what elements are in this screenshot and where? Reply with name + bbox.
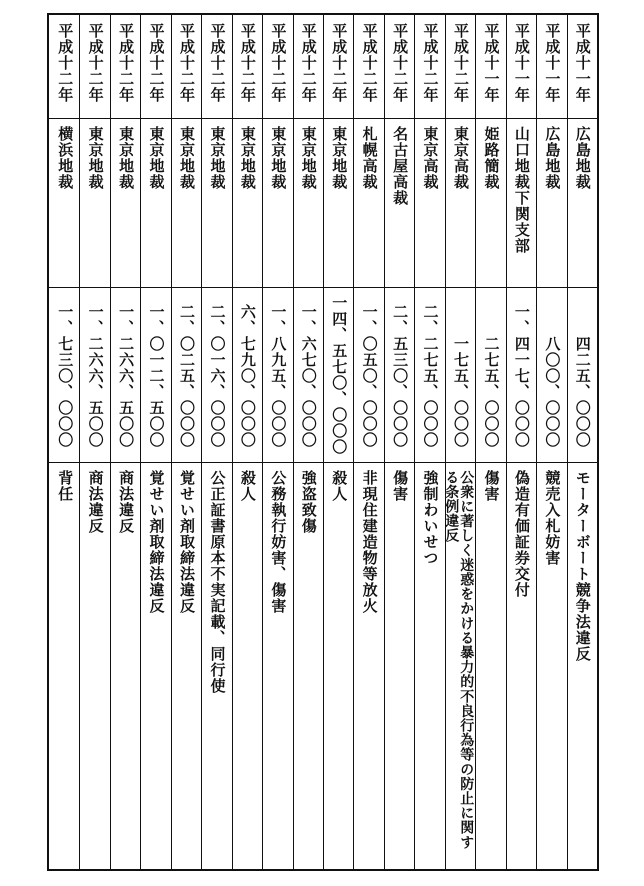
table-cell-offense (414, 462, 444, 869)
table-cell-amount (262, 287, 292, 462)
table-cell-amount (475, 287, 505, 462)
cell-text: 傷害 (391, 470, 410, 502)
cell-text: 一、二六六、五〇〇 (117, 304, 136, 448)
cell-text: 二七五、〇〇〇 (482, 336, 501, 448)
cell-text: 平成十二年 (421, 23, 440, 103)
cell-text: 覚せい剤取締法違反 (177, 470, 196, 614)
cell-text: 平成十二年 (56, 23, 75, 103)
cell-text: 背任 (56, 470, 75, 502)
table-cell-amount (536, 287, 566, 462)
table-cell-offense (262, 462, 292, 869)
cell-text: 広島地裁 (573, 126, 592, 190)
cell-text: 公務執行妨害、傷害 (269, 470, 288, 614)
cell-text: 一、〇五〇、〇〇〇 (360, 304, 379, 448)
cell-text: 傷害 (482, 470, 501, 502)
cell-text: 一、二六六、五〇〇 (86, 304, 105, 448)
cell-text: 横浜地裁 (56, 126, 75, 190)
table-cell-era-year (293, 15, 323, 118)
table-cell-era-year (445, 15, 475, 118)
cell-text: 姫路簡裁 (482, 126, 501, 190)
table-cell-court (384, 118, 414, 287)
cell-text: 山口地裁下関支部 (512, 126, 531, 254)
cell-text: 平成十二年 (269, 23, 288, 103)
cell-text: 東京地裁 (86, 126, 105, 190)
table-cell-offense (384, 462, 414, 869)
cell-text: 商法違反 (86, 470, 105, 534)
table-cell-era-year (536, 15, 566, 118)
cell-text: モーターボート競争法違反 (573, 470, 592, 662)
table-cell-offense (140, 462, 170, 869)
cell-text: 覚せい剤取締法違反 (147, 470, 166, 614)
table-cell-court (567, 118, 597, 287)
table-cell-era-year (49, 15, 79, 118)
table-cell-court (506, 118, 536, 287)
table-cell-offense (323, 462, 353, 869)
table-cell-amount (79, 287, 109, 462)
cell-text: 東京地裁 (147, 126, 166, 190)
cell-text: 一、四一七、〇〇〇 (512, 304, 531, 448)
table-cell-era-year (171, 15, 201, 118)
cell-text: 殺人 (330, 470, 349, 502)
table-cell-offense (353, 462, 383, 869)
table-cell-amount (353, 287, 383, 462)
cell-text: 一、〇一二、五〇〇 (147, 304, 166, 448)
table-cell-court (79, 118, 109, 287)
table-cell-court (140, 118, 170, 287)
table-cell-era-year (353, 15, 383, 118)
cell-text: 札幌高裁 (360, 126, 379, 190)
cell-text: 平成十二年 (147, 23, 166, 103)
cell-text: 平成十二年 (86, 23, 105, 103)
cell-text: 商法違反 (117, 470, 136, 534)
cell-text: 一、六七〇、〇〇〇 (299, 304, 318, 448)
cell-text: 東京地裁 (330, 126, 349, 190)
cell-text: 東京地裁 (117, 126, 136, 190)
cell-text: 平成十二年 (299, 23, 318, 103)
cell-text: 二、二七五、〇〇〇 (421, 304, 440, 448)
table-cell-court (445, 118, 475, 287)
cell-text: 東京高裁 (421, 126, 440, 190)
table-cell-court (201, 118, 231, 287)
table-cell-era-year (262, 15, 292, 118)
table-cell-court (414, 118, 444, 287)
table-cell-offense (475, 462, 505, 869)
table-cell-offense (79, 462, 109, 869)
table-cell-era-year (506, 15, 536, 118)
cell-text: 平成十二年 (238, 23, 257, 103)
table-cell-amount (201, 287, 231, 462)
cell-text: 公正証書原本不実記載、同行使 (208, 470, 227, 694)
cell-text: 平成十二年 (117, 23, 136, 103)
cell-text: 平成十一年 (573, 23, 592, 103)
cell-text: 平成十二年 (208, 23, 227, 103)
cell-text: 二、〇一六、〇〇〇 (208, 304, 227, 448)
table-cell-amount (384, 287, 414, 462)
table-cell-offense (110, 462, 140, 869)
table-cell-court (323, 118, 353, 287)
table-cell-amount (110, 287, 140, 462)
cell-text: 殺人 (238, 470, 257, 502)
table-cell-offense (567, 462, 597, 869)
cell-text: 東京地裁 (177, 126, 196, 190)
compensation-table (47, 13, 599, 871)
table-cell-amount (293, 287, 323, 462)
table-cell-court (171, 118, 201, 287)
cell-text: 平成十一年 (543, 23, 562, 103)
table-cell-court (353, 118, 383, 287)
table-cell-offense (536, 462, 566, 869)
table-cell-amount (232, 287, 262, 462)
cell-text: 平成十二年 (451, 23, 470, 103)
table-cell-era-year (232, 15, 262, 118)
cell-text: 東京高裁 (451, 126, 470, 190)
table-cell-offense (506, 462, 536, 869)
table-cell-amount (171, 287, 201, 462)
table-cell-era-year (140, 15, 170, 118)
table-cell-era-year (384, 15, 414, 118)
table-cell-era-year (79, 15, 109, 118)
cell-text: 二、五三〇、〇〇〇 (391, 304, 410, 448)
cell-text: 非現住建造物等放火 (360, 470, 379, 614)
cell-text: 一、七三〇、〇〇〇 (56, 304, 75, 448)
table-cell-offense (232, 462, 262, 869)
table-cell-offense (293, 462, 323, 869)
table-cell-era-year (201, 15, 231, 118)
cell-text: 一七五、〇〇〇 (451, 336, 470, 448)
table-cell-amount (567, 287, 597, 462)
cell-text: 広島地裁 (543, 126, 562, 190)
table-cell-era-year (567, 15, 597, 118)
table-cell-court (536, 118, 566, 287)
cell-text: 平成十二年 (360, 23, 379, 103)
cell-text: 一四、五七〇、〇〇〇 (330, 295, 349, 455)
cell-text: 名古屋高裁 (391, 126, 410, 206)
table-cell-court (49, 118, 79, 287)
cell-text: 二、〇二五、〇〇〇 (177, 304, 196, 448)
table-cell-amount (506, 287, 536, 462)
cell-text: 平成十二年 (330, 23, 349, 103)
cell-text: 東京地裁 (208, 126, 227, 190)
cell-text: 平成十一年 (512, 23, 531, 103)
cell-text: 公衆に著しく迷惑をかける暴力的不良行為等の防止に関する条例違反 (443, 470, 475, 850)
table-cell-amount (49, 287, 79, 462)
table-cell-amount (414, 287, 444, 462)
table-cell-era-year (414, 15, 444, 118)
table-cell-offense (445, 462, 475, 869)
cell-text: 六、七九〇、〇〇〇 (238, 304, 257, 448)
table-cell-court (262, 118, 292, 287)
cell-text: 平成十二年 (391, 23, 410, 103)
table-cell-offense (201, 462, 231, 869)
cell-text: 平成十一年 (482, 23, 501, 103)
table-cell-era-year (475, 15, 505, 118)
cell-text: 競売入札妨害 (543, 470, 562, 566)
cell-text: 平成十二年 (177, 23, 196, 103)
table-cell-offense (171, 462, 201, 869)
cell-text: 東京地裁 (269, 126, 288, 190)
cell-text: 強制わいせつ (421, 470, 440, 566)
table-cell-amount (445, 287, 475, 462)
cell-text: 八〇〇、〇〇〇 (543, 336, 562, 448)
table-cell-court (232, 118, 262, 287)
table-cell-era-year (323, 15, 353, 118)
table-cell-amount (323, 287, 353, 462)
table-cell-amount (140, 287, 170, 462)
table-cell-court (110, 118, 140, 287)
cell-text: 四二五、〇〇〇 (573, 336, 592, 448)
table-cell-offense (49, 462, 79, 869)
table-cell-court (475, 118, 505, 287)
cell-text: 偽造有価証券交付 (512, 470, 531, 598)
table-cell-era-year (110, 15, 140, 118)
cell-text: 強盗致傷 (299, 470, 318, 534)
cell-text: 東京地裁 (299, 126, 318, 190)
cell-text: 一、八九五、〇〇〇 (269, 304, 288, 448)
cell-text: 東京地裁 (238, 126, 257, 190)
table-cell-court (293, 118, 323, 287)
